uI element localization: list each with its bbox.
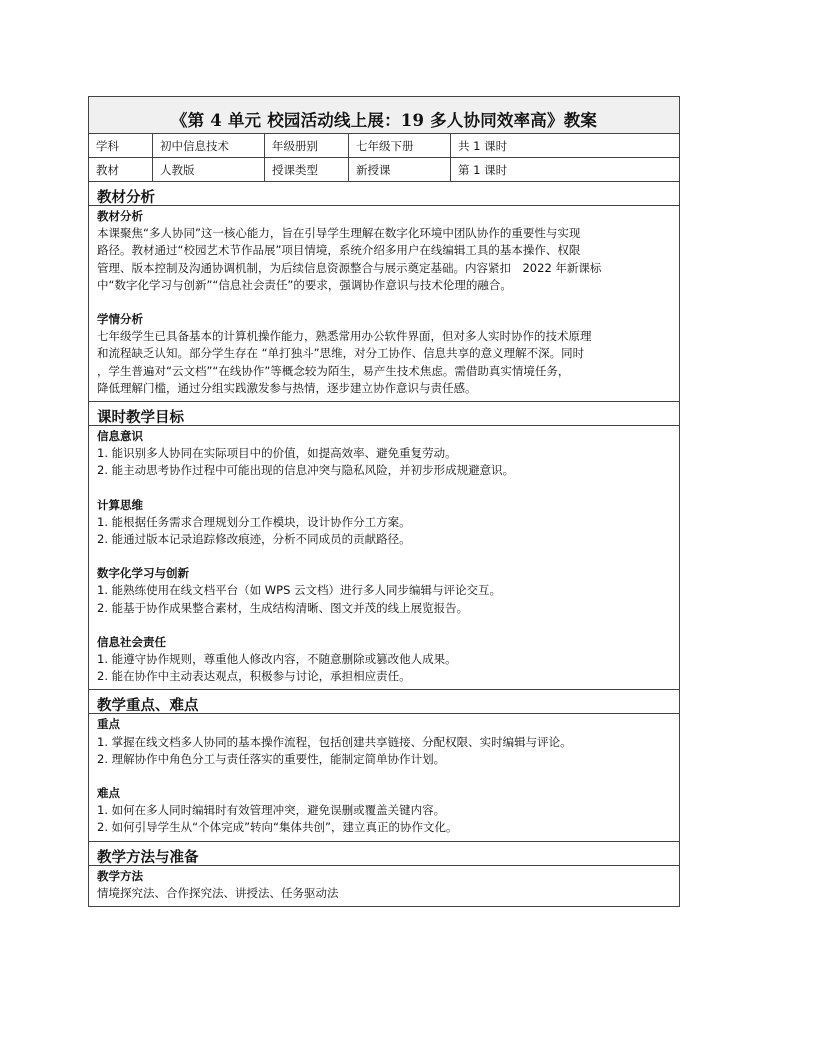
info-row-subject [89,134,679,158]
subheading: 学情分析 [97,312,143,327]
info-cell: 第 1 课时 [458,163,508,177]
section-body-analysis [89,206,679,402]
paragraph-line: 中“数字化学习与创新”“信息社会责任”的要求，强调协作意识与技术伦理的融合。 [97,277,512,292]
info-cell: 七年级下册 [349,134,451,157]
section-heading-analysis: 教材分析 [89,182,679,206]
paragraph-line: 七年级学生已具备基本的计算机操作能力，熟悉常用办公软件界面，但对多人实时协作的技术原理 [97,329,592,344]
section-body-methods [89,866,679,906]
document-title: 《第 4 单元 校园活动线上展：19 多人协同效率高》教案 [170,111,598,130]
info-cell: 年级册别 [265,134,349,157]
info-cell: 人教版 [153,158,265,181]
info-cell: 学科 [89,134,153,157]
subheading: 信息社会责任 [97,634,166,649]
section-heading-methods: 教学方法与准备 [89,842,679,866]
list-item: 1. 能熟练使用在线文档平台（如 WPS 云文档）进行多人同步编辑与评论交互。 [97,583,502,598]
info-cell: 授课类型 [265,158,349,181]
paragraph-line: 本课聚焦“多人协同”这一核心能力，旨在引导学生理解在数字化环境中团队协作的重要性与实现 [97,226,581,241]
list-item: 2. 能通过版本记录追踪修改痕迹，分析不同成员的贡献路径。 [97,532,411,547]
section-body-objectives [89,426,679,690]
subheading: 计算思维 [97,497,143,512]
paragraph-line: 路径。教材通过“校园艺术节作品展”项目情境，系统介绍多用户在线编辑工具的基本操作、权限 [97,243,581,258]
list-item: 1. 能识别多人协同在实际项目中的价值，如提高效率、避免重复劳动。 [97,446,457,461]
list-item: 2. 如何引导学生从“个体完成”转向“集体共创”，建立真正的协作文化。 [97,820,458,835]
list-item: 2. 能主动思考协作过程中可能出现的信息冲突与隐私风险，并初步形成规避意识。 [97,463,515,478]
methods-text: 情境探究法、合作探究法、讲授法、任务驱动法 [97,885,339,900]
section-body-keypoints [89,714,679,841]
list-item: 1. 能根据任务需求合理规划分工作模块，设计协作分工方案。 [97,514,411,529]
lesson-plan-table [88,96,680,907]
subheading: 重点 [97,717,120,732]
info-cell: 新授课 [349,158,451,181]
list-item: 1. 如何在多人同时编辑时有效管理冲突，避免误删或覆盖关键内容。 [97,803,446,818]
info-cell: 初中信息技术 [153,134,265,157]
list-item: 2. 能在协作中主动表达观点，积极参与讨论，承担相应责任。 [97,669,411,684]
subheading: 信息意识 [97,429,143,444]
title-row [89,97,679,134]
paragraph-line: 管理、版本控制及沟通协调机制，为后续信息资源整合与展示奠定基础。内容紧扣 2022 年新课标 [97,260,602,275]
paragraph-line: 降低理解门槛，通过分组实践激发参与热情，逐步建立协作意识与责任感。 [97,380,477,395]
paragraph-line: 和流程缺乏认知。部分学生存在 “单打独斗”思维，对分工协作、信息共享的意义理解不深。同时 [97,346,585,361]
list-item: 1. 掌握在线文档多人协同的基本操作流程，包括创建共享链接、分配权限、实时编辑与评论。 [97,734,572,749]
section-heading-keypoints: 教学重点、难点 [89,690,679,714]
subheading: 数字化学习与创新 [97,566,189,581]
list-item: 2. 理解协作中角色分工与责任落实的重要性，能制定简单协作计划。 [97,751,446,766]
subheading: 教材分析 [97,209,143,223]
list-item: 2. 能基于协作成果整合素材，生成结构清晰、图文并茂的线上展览报告。 [97,600,469,615]
info-cell: 教材 [89,158,153,181]
section-heading-objectives: 课时教学目标 [89,402,679,426]
paragraph-line: ，学生普遍对“云文档”“在线协作”等概念较为陌生，易产生技术焦虑。需借助真实情境任务， [97,363,570,378]
subheading: 难点 [97,786,120,801]
subheading: 教学方法 [97,868,143,883]
list-item: 1. 能遵守协作规则，尊重他人修改内容，不随意删除或篡改他人成果。 [97,652,457,667]
info-cell: 共 1 课时 [458,139,508,153]
info-row-textbook [89,158,679,182]
